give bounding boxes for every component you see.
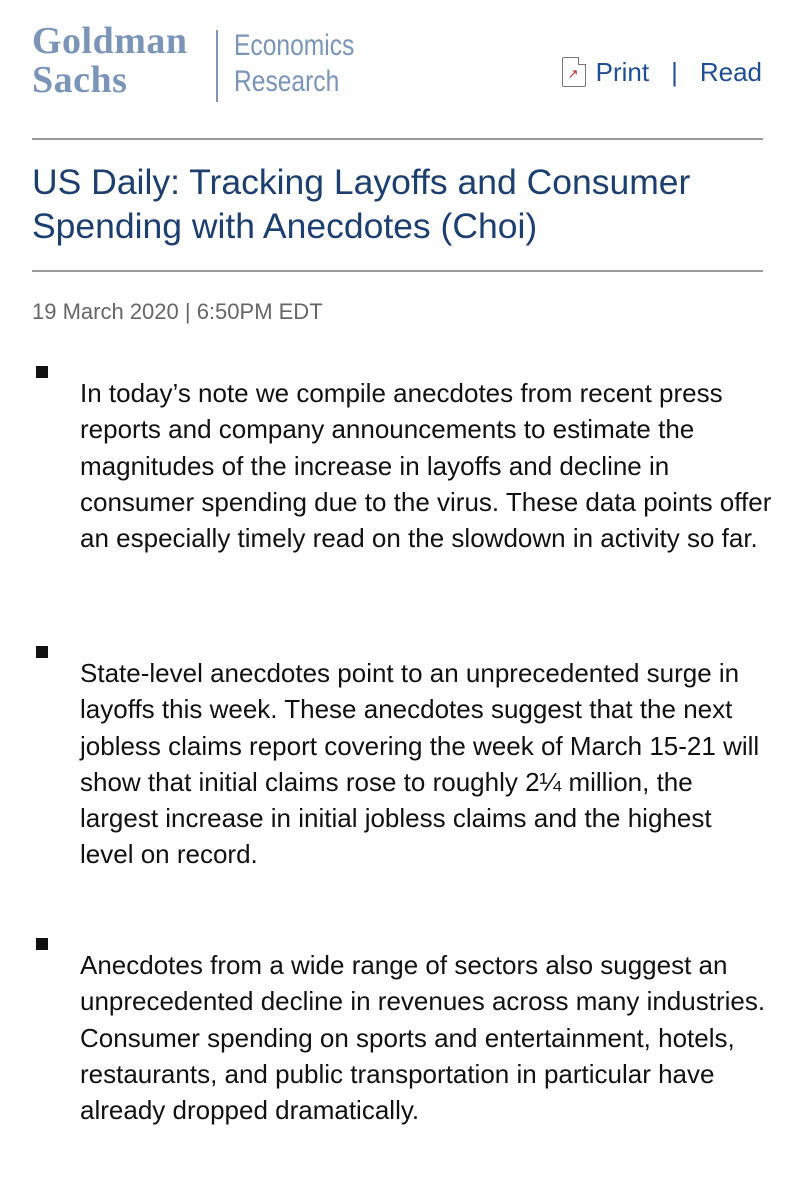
title-divider <box>32 270 763 272</box>
page-header <box>0 0 794 135</box>
bullet-text: In today’s note we compile anecdotes from recent press reports and company announcements to estimate the magnitudes of the increase in layoffs and decline in consumer spending due to the virus. These data points offer an especially timely read on the slowdown in activity so far. <box>80 378 772 554</box>
goldman-sachs-logo <box>32 22 188 100</box>
pdf-icon[interactable]: ↗ <box>562 57 586 87</box>
bullet-text: State-level anecdotes point to an unprecedented surge in layoffs this week. These anecdotes suggest that the next jobless claims report covering the week of March 15-21 will show that initial claims rose to roughly 2¼ million, the largest increase in initial jobless claims and the highest level on record. <box>80 658 760 870</box>
header-divider <box>32 138 763 140</box>
print-link[interactable]: Print <box>595 56 650 87</box>
logo-line-2: Sachs <box>32 59 128 101</box>
article-timestamp: 19 March 2020 | 6:50PM EDT <box>32 299 323 324</box>
actions-separator: | <box>671 56 678 87</box>
division-line-2: Research <box>234 65 340 98</box>
square-bullet-icon <box>36 366 48 378</box>
header-actions <box>562 52 762 92</box>
summary-bullet <box>32 362 772 642</box>
summary-bullet-list <box>32 362 772 1128</box>
article-title: US Daily: Tracking Layoffs and Consumer Spending with Anecdotes (Choi) <box>32 162 691 246</box>
division-line-1: Economics <box>234 29 355 62</box>
read-link[interactable]: Read <box>699 56 762 87</box>
summary-bullet <box>32 642 772 934</box>
square-bullet-icon <box>36 646 48 658</box>
summary-bullet <box>32 934 772 1128</box>
brand-lockup <box>32 22 362 112</box>
division-name <box>234 28 354 100</box>
bullet-text: Anecdotes from a wide range of sectors also suggest an unprecedented decline in revenues across many industries. Consumer spending on sports and entertainment, hotels, restaurants, and public transportation in particular have already dropped dramatically. <box>80 950 766 1126</box>
square-bullet-icon <box>36 938 48 950</box>
logo-line-1: Goldman <box>32 20 188 62</box>
brand-divider <box>216 30 218 102</box>
